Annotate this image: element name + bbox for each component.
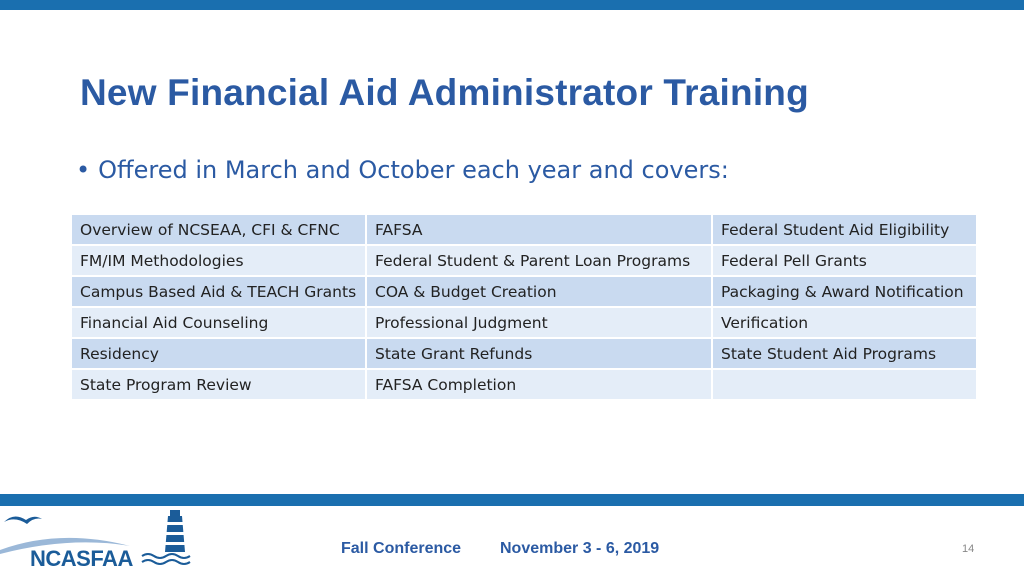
- bullet-text: Offered in March and October each year and covers:: [98, 156, 729, 184]
- table-cell: Overview of NCSEAA, CFI & CFNC: [71, 214, 366, 245]
- table-cell: Campus Based Aid & TEACH Grants: [71, 276, 366, 307]
- table-row: [71, 369, 977, 400]
- table-cell: State Program Review: [71, 369, 366, 400]
- table-cell: COA & Budget Creation: [366, 276, 712, 307]
- gull-icon: [4, 516, 42, 524]
- bullet-point: [76, 156, 729, 184]
- table-cell: State Grant Refunds: [366, 338, 712, 369]
- bottom-accent-bar: [0, 494, 1024, 506]
- table-cell: FAFSA Completion: [366, 369, 712, 400]
- table-cell: Financial Aid Counseling: [71, 307, 366, 338]
- table-cell: Professional Judgment: [366, 307, 712, 338]
- logo-wordmark: NCASFAA: [30, 546, 133, 571]
- table-cell: FM/IM Methodologies: [71, 245, 366, 276]
- ncasfaa-logo: [0, 508, 200, 574]
- lighthouse-icon: [165, 510, 185, 552]
- table-cell: FAFSA: [366, 214, 712, 245]
- table-row: [71, 338, 977, 369]
- footer-dates: November 3 - 6, 2019: [500, 540, 660, 557]
- table-cell: Packaging & Award Notification: [712, 276, 977, 307]
- slide-title: New Financial Aid Administrator Training: [80, 72, 809, 113]
- table-cell: [712, 369, 977, 400]
- table-row: [71, 307, 977, 338]
- table-row: [71, 214, 977, 245]
- table-cell: Federal Student Aid Eligibility: [712, 214, 977, 245]
- footer-conference: Fall Conference: [341, 540, 462, 557]
- page-number: 14: [962, 543, 975, 555]
- table-cell: Residency: [71, 338, 366, 369]
- table-cell: Federal Student & Parent Loan Programs: [366, 245, 712, 276]
- table-cell: Verification: [712, 307, 977, 338]
- table-row: [71, 276, 977, 307]
- wave-icon: [142, 554, 190, 558]
- table-cell: State Student Aid Programs: [712, 338, 977, 369]
- table-cell: Federal Pell Grants: [712, 245, 977, 276]
- table-row: [71, 245, 977, 276]
- topics-table: [70, 213, 978, 401]
- bullet-dot-icon: •: [76, 156, 91, 184]
- top-accent-bar: [0, 0, 1024, 10]
